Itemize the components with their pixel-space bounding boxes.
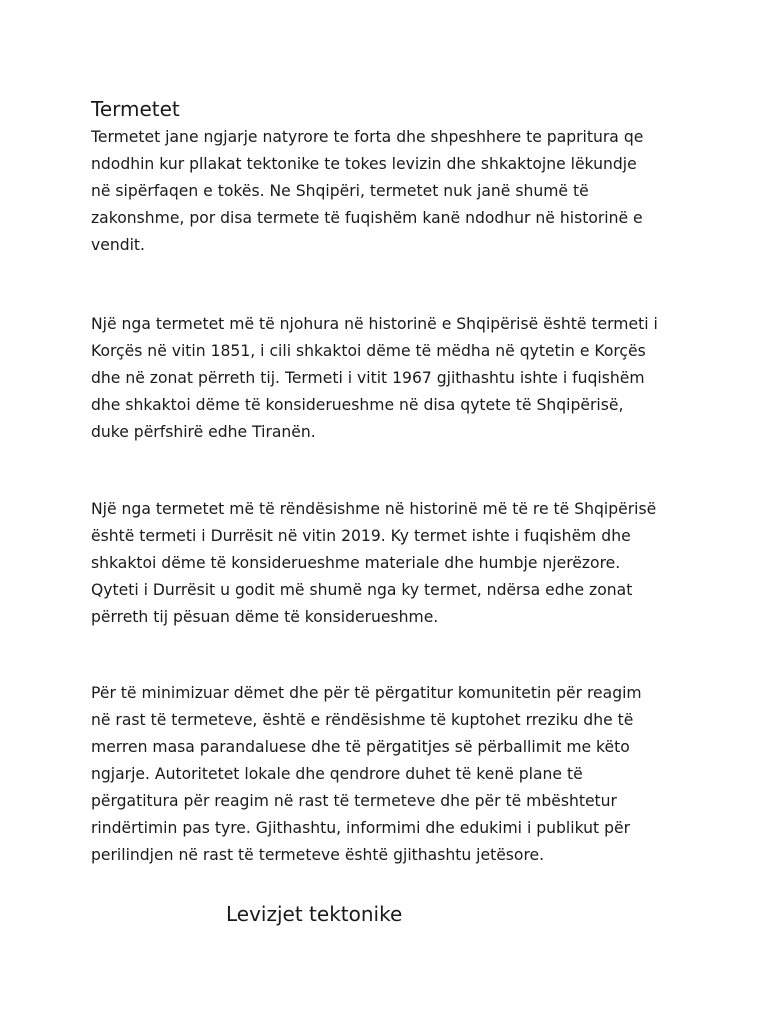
paragraph-line: përgatitura për reagim në rast të termeteve dhe për të mbështetur	[91, 792, 617, 810]
paragraph-line: përreth tij pësuan dëme të konsiderueshme.	[91, 608, 439, 626]
paragraph-line: shkaktoi dëme të konsiderueshme materiale dhe humbje njerëzore.	[91, 554, 621, 572]
paragraph-durres	[91, 496, 691, 631]
paragraph-preparedness	[91, 680, 691, 869]
paragraph-line: rindërtimin pas tyre. Gjithashtu, informimi dhe edukimi i publikut për	[91, 819, 630, 837]
paragraph-line: ndodhin kur pllakat tektonike te tokes levizin dhe shkaktojne lëkundje	[91, 155, 637, 173]
section-heading: Levizjet tektonike	[226, 902, 403, 926]
paragraph-line: dhe shkaktoi dëme të konsiderueshme në disa qytete të Shqipërisë,	[91, 396, 624, 414]
paragraph-intro	[91, 124, 691, 259]
paragraph-line: vendit.	[91, 236, 146, 254]
paragraph-line: Për të minimizuar dëmet dhe për të përgatitur komunitetin për reagim	[91, 684, 642, 702]
paragraph-line: Një nga termetet më të rëndësishme në historinë më të re të Shqipërisë	[91, 500, 657, 518]
paragraph-line: merren masa parandaluese dhe të përgatitjes së përballimit me këto	[91, 738, 630, 756]
paragraph-line: Qyteti i Durrësit u godit më shumë nga ky termet, ndërsa edhe zonat	[91, 581, 633, 599]
paragraph-line: është termeti i Durrësit në vitin 2019. Ky termet ishte i fuqishëm dhe	[91, 527, 631, 545]
paragraph-line: ngjarje. Autoritetet lokale dhe qendrore duhet të kenë plane të	[91, 765, 583, 783]
paragraph-line: Një nga termetet më të njohura në historinë e Shqipërisë është termeti i	[91, 315, 658, 333]
paragraph-line: zakonshme, por disa termete të fuqishëm kanë ndodhur në historinë e	[91, 209, 643, 227]
document-title: Termetet	[91, 97, 180, 121]
paragraph-line: duke përfshirë edhe Tiranën.	[91, 423, 316, 441]
paragraph-line: perilindjen në rast të termeteve është gjithashtu jetësore.	[91, 846, 545, 864]
paragraph-line: Korçës në vitin 1851, i cili shkaktoi dëme të mëdha në qytetin e Korçës	[91, 342, 646, 360]
paragraph-line: dhe në zonat përreth tij. Termeti i vitit 1967 gjithashtu ishte i fuqishëm	[91, 369, 645, 387]
paragraph-line: Termetet jane ngjarje natyrore te forta dhe shpeshhere te papritura qe	[91, 128, 644, 146]
paragraph-line: në sipërfaqen e tokës. Ne Shqipëri, termetet nuk janë shumë të	[91, 182, 589, 200]
paragraph-line: në rast të termeteve, është e rëndësishme të kuptohet rreziku dhe të	[91, 711, 634, 729]
paragraph-korca	[91, 311, 691, 446]
